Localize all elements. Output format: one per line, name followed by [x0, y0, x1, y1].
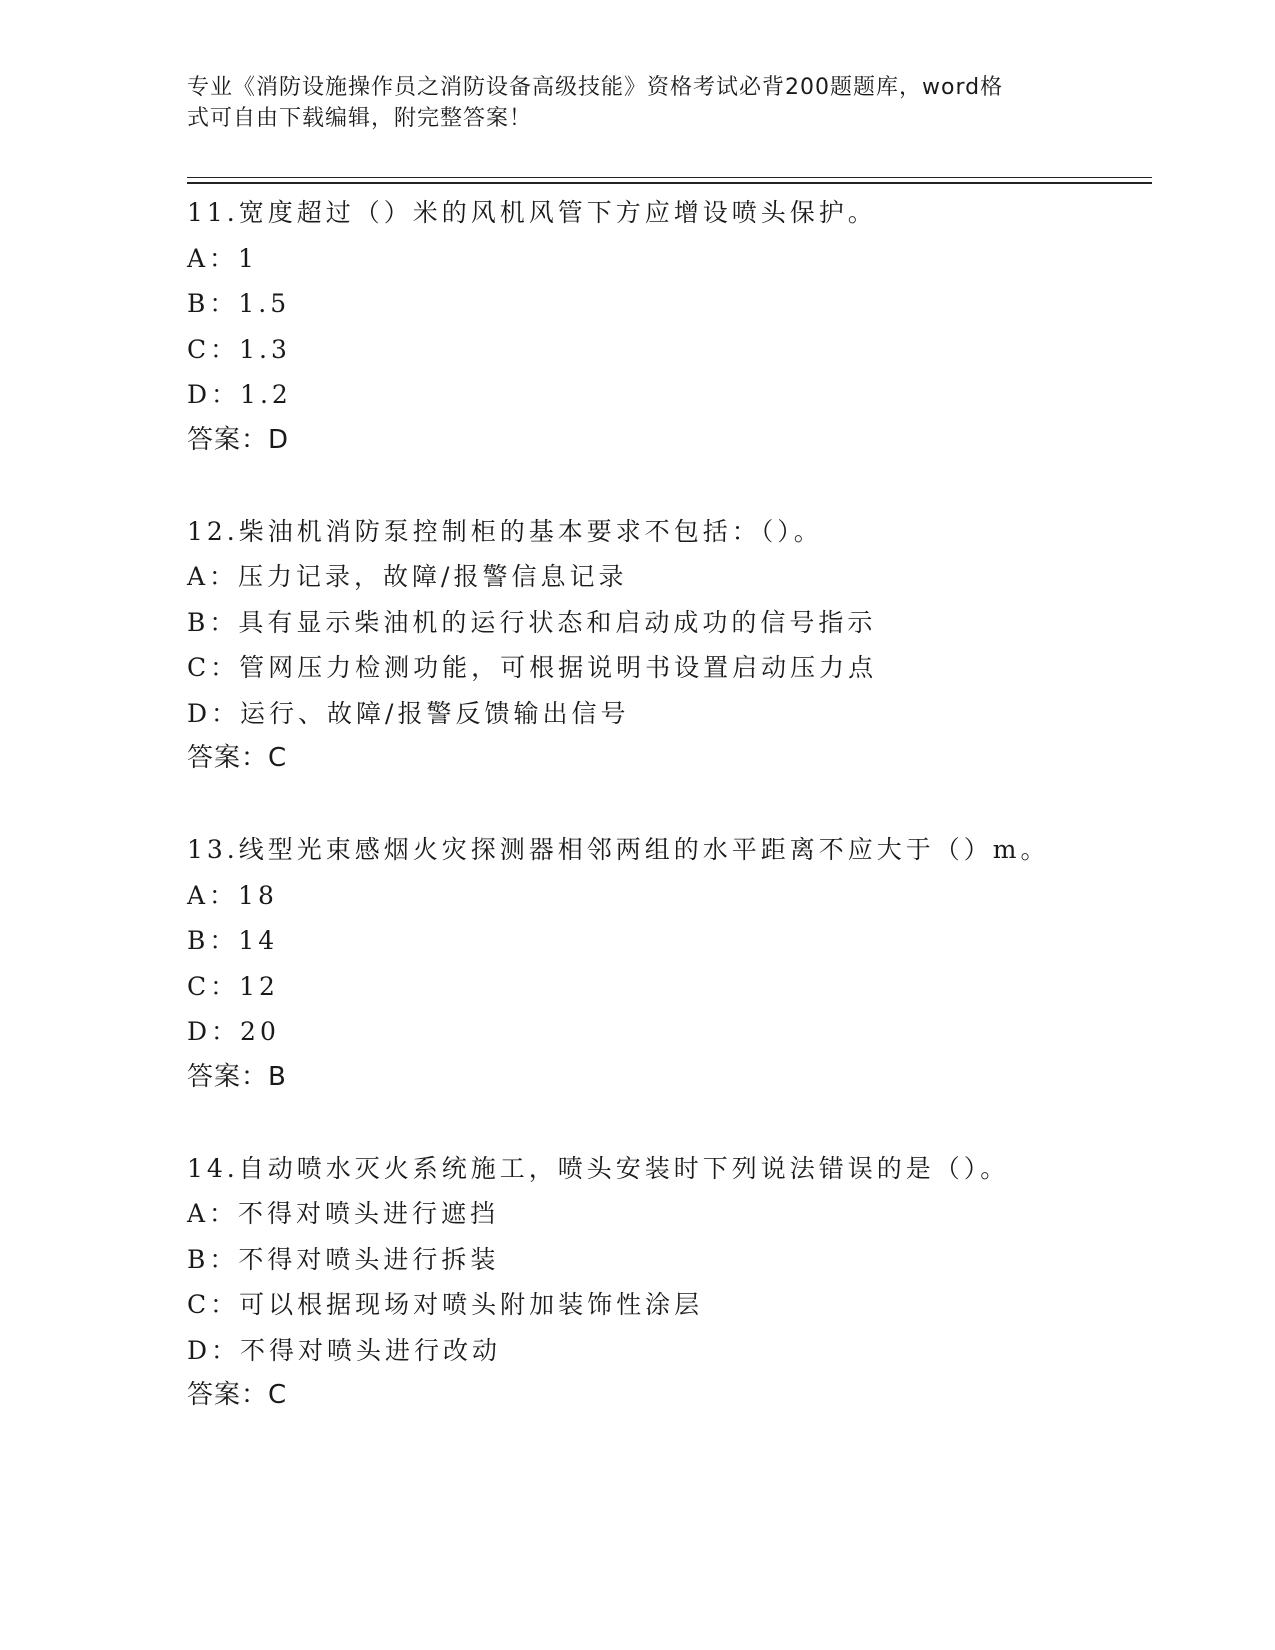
- option-b: B：具有显示柴油机的运行状态和启动成功的信号指示: [187, 607, 877, 637]
- option-a: A：1: [187, 243, 258, 273]
- option-a: A：不得对喷头进行遮挡: [187, 1199, 500, 1228]
- option-d: D：1.2: [187, 380, 292, 409]
- question-11: [187, 190, 1147, 463]
- option-d: D：运行、故障/报警反馈输出信号: [187, 698, 630, 728]
- question-stem: 13.线型光束感烟火灾探测器相邻两组的水平距离不应大于（）m。: [187, 835, 1050, 864]
- option-c: C：12: [187, 971, 279, 1001]
- option-d: D：20: [187, 1017, 280, 1046]
- header-divider-top: [187, 177, 1152, 178]
- option-a: A：18: [187, 880, 278, 910]
- option-c: C：1.3: [187, 334, 291, 364]
- option-d: D：不得对喷头进行改动: [187, 1335, 502, 1365]
- header-divider-bottom: [187, 182, 1152, 184]
- answer-label: 答案：D: [187, 424, 290, 455]
- header-line-2: 式可自由下载编辑，附完整答案！: [187, 106, 533, 131]
- question-13: [187, 827, 1147, 1100]
- option-a: A：压力记录，故障/报警信息记录: [187, 562, 628, 591]
- question-12: [187, 509, 1147, 782]
- option-c: C：管网压力检测功能，可根据说明书设置启动压力点: [187, 653, 878, 682]
- answer-label: 答案：C: [187, 743, 288, 773]
- document-header: [187, 72, 1067, 134]
- option-b: B：不得对喷头进行拆装: [187, 1244, 500, 1274]
- option-b: B：1.5: [187, 289, 291, 318]
- answer-label: 答案：C: [187, 1380, 288, 1410]
- question-14: [187, 1146, 1147, 1419]
- answer-label: 答案：B: [187, 1061, 287, 1092]
- option-b: B：14: [187, 926, 279, 955]
- option-c: C：可以根据现场对喷头附加装饰性涂层: [187, 1290, 704, 1319]
- question-stem: 11.宽度超过（）米的风机风管下方应增设喷头保护。: [187, 198, 877, 227]
- question-stem: 12.柴油机消防泵控制柜的基本要求不包括：（）。: [187, 516, 823, 546]
- question-stem: 14.自动喷水灭火系统施工，喷头安装时下列说法错误的是（）。: [187, 1153, 1010, 1183]
- header-line-1: 专业《消防设施操作员之消防设备高级技能》资格考试必背200题题库，word格: [187, 75, 1004, 100]
- question-list: [187, 190, 1147, 1464]
